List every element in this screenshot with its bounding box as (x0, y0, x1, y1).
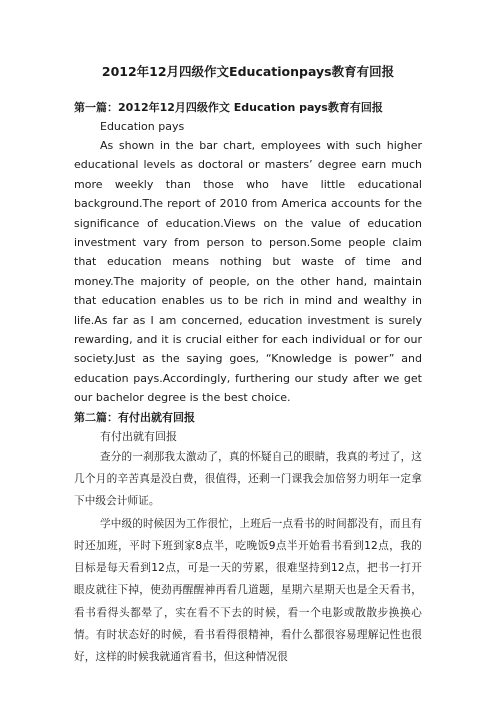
section-2-subtitle: 有付出就有回报 (100, 429, 177, 443)
section-2-heading: 第二篇：有付出就有回报 (74, 410, 195, 424)
section-1-subtitle: Education pays (100, 120, 185, 133)
section-1-paragraph: As shown in the bar chart, employees with such higher educational levels as doctoral or masters’ degree earn much more weekly than those who have little educational background.The report of 2010 from America accounts for the significance of education.Views on the value of education investment vary from person to person.Some people claim that education means nothing but waste of time and money.The majority of people, on the other hand, maintain that education enables us to be rich in mind and wealthy in life.As far as I am concerned, education investment is surely rewarding, and it is crucial either for each individual or for our society.Just as the saying goes, “Knowledge is power” and education pays.Accordingly, furthering our study after we get our bachelor degree is the best choice. (74, 139, 422, 405)
document-title: 2012年12月四级作文Educationpays教育有回报 (101, 64, 395, 79)
section-1-heading: 第一篇：2012年12月四级作文 Education pays教育有回报 (74, 101, 383, 114)
section-2-paragraph-1: 查分的一刹那我太激动了，真的怀疑自己的眼睛，我真的考过了，这几个月的辛苦真是没白费，很值得，还剩一门课我会加倍努力明年一定拿下中级会计师证。 (74, 450, 422, 508)
section-2-paragraph-2: 学中级的时候因为工作很忙，上班后一点看书的时间都没有，而且有时还加班，平时下班到家8点半，吃晚饭9点半开始看书看到12点，我的目标是每天看到12点，可是一天的劳累，很难坚持到12点，把书一打开眼皮就往下掉，使劲再醒醒神再看几道题，星期六星期天也是全天看书，看书看得头都晕了，实在看不下去的时候，看一个电影或散散步换换心情。有时状态好的时候，看书看得很精神，看什么都很容易理解记性也很好，这样的时候我就通宵看书，但这种情况很 (74, 517, 422, 664)
